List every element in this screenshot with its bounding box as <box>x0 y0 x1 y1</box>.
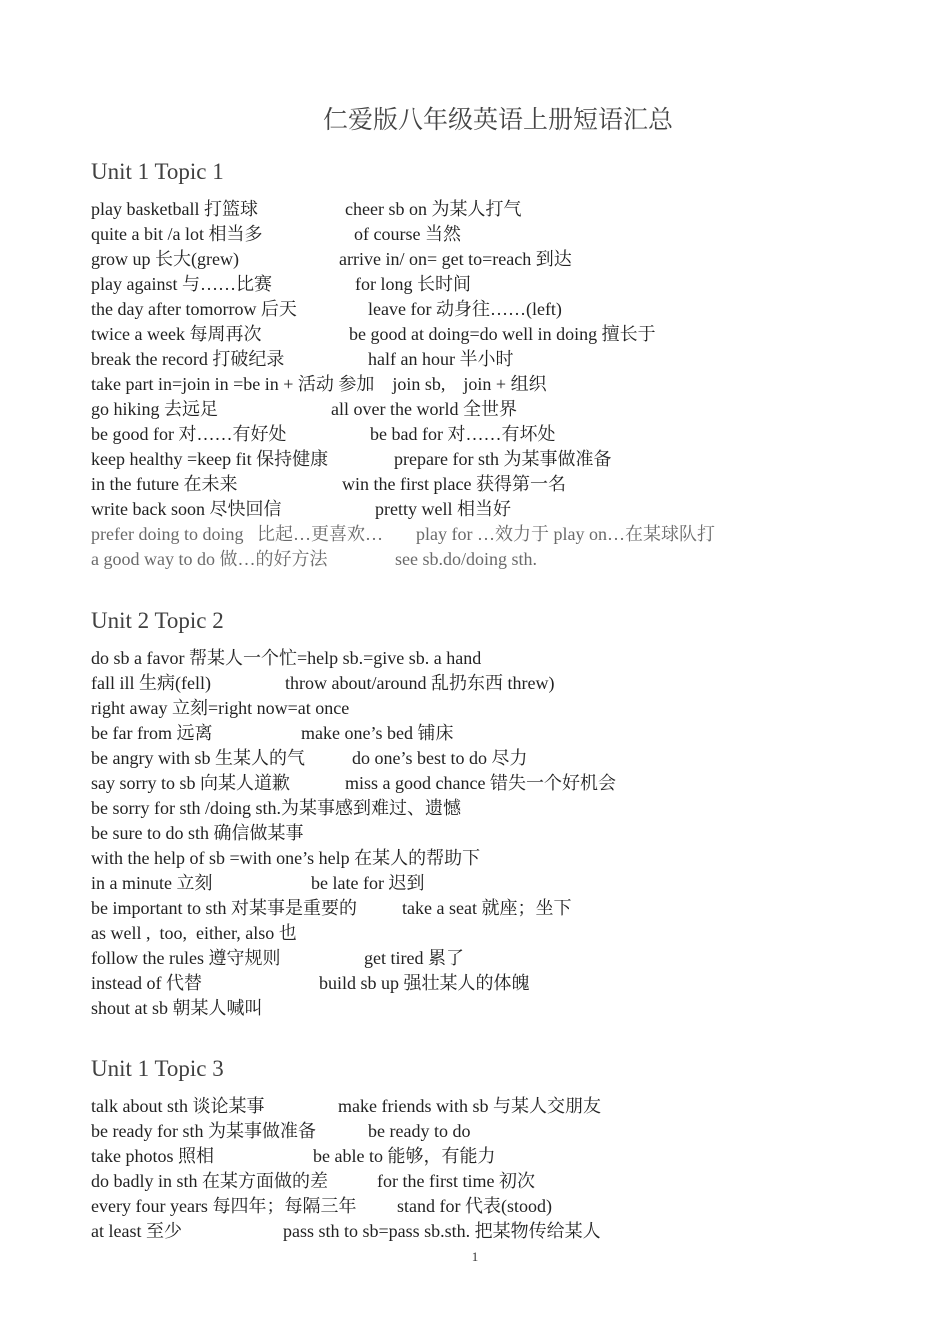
phrase-line <box>91 1169 891 1194</box>
phrase-right: cheer sb on 为某人打气 <box>345 199 522 219</box>
phrase-left: be important to sth 对某事是重要的 <box>91 898 357 918</box>
phrase-line <box>91 347 891 372</box>
phrase-left: keep healthy =keep fit 保持健康 <box>91 449 329 469</box>
phrase-right: for long 长时间 <box>355 274 471 294</box>
phrase-left: play basketball 打篮球 <box>91 199 258 219</box>
phrase-left: be far from 远离 <box>91 723 213 743</box>
phrase-line <box>91 996 891 1021</box>
phrase-right: be able to 能够，有能力 <box>313 1146 496 1166</box>
phrase-right: do one’s best to do 尽力 <box>352 748 528 768</box>
phrase-line <box>91 971 891 996</box>
phrase-right: throw about/around 乱扔东西 threw) <box>285 673 555 693</box>
section-heading-unit2-topic2: Unit 2 Topic 2 <box>91 608 224 633</box>
phrase-left: go hiking 去远足 <box>91 399 219 419</box>
phrase-left: as well , too, either, also 也 <box>91 923 297 943</box>
phrase-line <box>91 1094 891 1119</box>
phrase-right: leave for 动身往……(left) <box>368 299 562 319</box>
phrase-left: in the future 在未来 <box>91 474 238 494</box>
phrase-left: do badly in sth 在某方面做的差 <box>91 1171 328 1191</box>
section-heading-unit1-topic1: Unit 1 Topic 1 <box>91 159 224 184</box>
phrase-line <box>91 322 891 347</box>
phrase-left: shout at sb 朝某人喊叫 <box>91 998 263 1018</box>
page-title: 仁爱版八年级英语上册短语汇总 <box>322 107 673 134</box>
phrase-left: at least 至少 <box>91 1221 182 1241</box>
phrase-right: take a seat 就座；坐下 <box>402 898 572 918</box>
phrase-line <box>91 721 891 746</box>
phrase-line <box>91 497 891 522</box>
phrase-line <box>91 871 891 896</box>
phrase-line <box>91 372 891 397</box>
section-heading-unit1-topic3: Unit 1 Topic 3 <box>91 1056 224 1081</box>
phrase-right: make friends with sb 与某人交朋友 <box>338 1096 601 1116</box>
phrase-left: twice a week 每周再次 <box>91 324 262 344</box>
phrase-line <box>91 1219 891 1244</box>
phrase-line <box>91 746 891 771</box>
phrase-line <box>91 272 891 297</box>
phrase-right: arrive in/ on= get to=reach 到达 <box>339 249 572 269</box>
phrase-left: a good way to do 做…的好方法 <box>91 549 328 569</box>
phrase-right: of course 当然 <box>354 224 461 244</box>
phrase-right: stand for 代表(stood) <box>397 1196 552 1216</box>
phrase-right: pretty well 相当好 <box>375 499 511 519</box>
phrase-left: in a minute 立刻 <box>91 873 213 893</box>
phrase-left: take photos 照相 <box>91 1146 214 1166</box>
phrase-right: be late for 迟到 <box>311 873 425 893</box>
phrase-line <box>91 447 891 472</box>
phrase-line <box>91 771 891 796</box>
phrase-left: quite a bit /a lot 相当多 <box>91 224 263 244</box>
phrase-left: right away 立刻=right now=at once <box>91 698 350 718</box>
phrase-left: talk about sth 谈论某事 <box>91 1096 265 1116</box>
phrase-right: make one’s bed 铺床 <box>301 723 454 743</box>
phrase-right: be good at doing=do well in doing 擅长于 <box>349 324 656 344</box>
page-number: 1 <box>471 1249 479 1264</box>
phrase-left: say sorry to sb 向某人道歉 <box>91 773 290 793</box>
phrase-right: see sb.do/doing sth. <box>395 549 537 569</box>
phrase-right: be ready to do <box>368 1121 471 1141</box>
phrase-line <box>91 422 891 447</box>
phrase-left: write back soon 尽快回信 <box>91 499 282 519</box>
phrase-right: play for …效力于 play on…在某球队打 <box>416 524 715 544</box>
phrase-line <box>91 472 891 497</box>
phrase-left: with the help of sb =with one’s help 在某人的帮助下 <box>91 848 481 868</box>
phrase-line <box>91 671 891 696</box>
phrase-left: the day after tomorrow 后天 <box>91 299 297 319</box>
phrase-left: instead of 代替 <box>91 973 202 993</box>
phrase-right: all over the world 全世界 <box>331 399 517 419</box>
phrase-left: be good for 对……有好处 <box>91 424 287 444</box>
phrase-line <box>91 197 891 222</box>
phrase-line <box>91 1194 891 1219</box>
phrase-right: get tired 累了 <box>364 948 464 968</box>
phrase-line <box>91 896 891 921</box>
phrase-line <box>91 1119 891 1144</box>
phrase-left: do sb a favor 帮某人一个忙=help sb.=give sb. a hand <box>91 648 482 668</box>
phrase-line <box>91 646 891 671</box>
phrase-line <box>91 222 891 247</box>
phrase-line <box>91 846 891 871</box>
phrase-line <box>91 821 891 846</box>
phrase-right: win the first place 获得第一名 <box>342 474 566 494</box>
phrase-line <box>91 547 891 572</box>
phrase-left: break the record 打破纪录 <box>91 349 285 369</box>
phrase-right: be bad for 对……有坏处 <box>370 424 556 444</box>
phrase-line <box>91 247 891 272</box>
phrase-right: miss a good chance 错失一个好机会 <box>345 773 616 793</box>
phrase-line <box>91 297 891 322</box>
phrase-left: follow the rules 遵守规则 <box>91 948 281 968</box>
phrase-left: be sorry for sth /doing sth.为某事感到难过、遗憾 <box>91 798 461 818</box>
phrase-line <box>91 946 891 971</box>
phrase-left: be sure to do sth 确信做某事 <box>91 823 304 843</box>
phrase-line <box>91 921 891 946</box>
phrase-line <box>91 522 891 547</box>
phrase-right: pass sth to sb=pass sb.sth. 把某物传给某人 <box>283 1221 601 1241</box>
phrase-right: prepare for sth 为某事做准备 <box>394 449 612 469</box>
phrase-line <box>91 796 891 821</box>
phrase-left: be angry with sb 生某人的气 <box>91 748 305 768</box>
phrase-line <box>91 1144 891 1169</box>
phrase-line <box>91 696 891 721</box>
phrase-left: prefer doing to doing 比起…更喜欢… <box>91 524 383 544</box>
phrase-right: for the first time 初次 <box>377 1171 535 1191</box>
phrase-left: fall ill 生病(fell) <box>91 673 211 693</box>
phrase-line <box>91 397 891 422</box>
phrase-right: half an hour 半小时 <box>368 349 514 369</box>
phrase-left: take part in=join in =be in + 活动 参加 join sb, join + 组织 <box>91 374 547 394</box>
phrase-right: build sb up 强壮某人的体魄 <box>319 973 530 993</box>
phrase-left: every four years 每四年；每隔三年 <box>91 1196 357 1216</box>
phrase-left: grow up 长大(grew) <box>91 249 239 269</box>
phrase-left: be ready for sth 为某事做准备 <box>91 1121 316 1141</box>
phrase-left: play against 与……比赛 <box>91 274 272 294</box>
